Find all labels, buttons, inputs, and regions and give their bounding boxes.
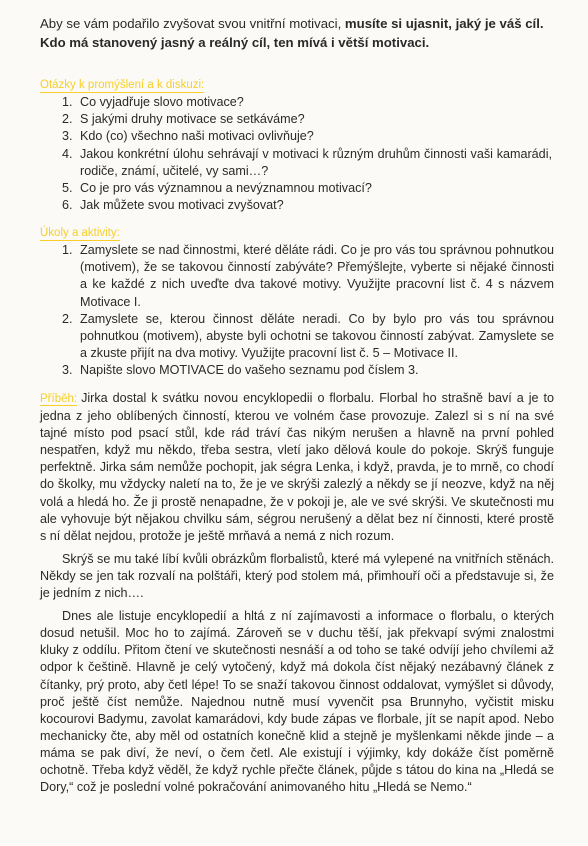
item-number: 3. — [62, 363, 73, 378]
item-number: 4. — [62, 146, 73, 161]
item-number: 3. — [62, 129, 73, 144]
list-item — [62, 242, 554, 311]
tasks-list — [62, 242, 554, 380]
story-paragraph: Dnes ale listuje encyklopedií a hltá z ní zajímavosti a informace o florbalu, o kterých dosud netušil. Moc ho to zajímá. Zároveň se v duchu těší, jak překvapí svými znalostmi kluky z oddílu. Přitom čtení ve skutečnosti nesnáší a od toho se také odvíjí jeho chvílemi až odpor k češtině. Hlavně je celý vytočený, když má dokola číst nějaký nezábavný článek z čítanky, prý proto, aby četl lépe! To se snaží takovou činnost oddalovat, vymýšlet si důvody, proč ještě číst nemůže. Najednou nutně musí vyvenčit psa Brunnyho, vyčistit misku kocourovi Badymu, zavolat kamarádovi, kdy bude zápas ve florbale, jít se napít apod. Nebo mechanicky čte, aby měl od ostatních konečně klid a stejně je myšlenkami někde jinde – a máma se pak diví, že neví, o čem četl. Ale existují i výjimky, kdy dokáže číst poměrně ochotně. Třeba když věděl, že když rychle přečte článek, půjde s tátou do kina na „Hledá se Dory,“ což je poslední volné pokračování animovaného hitu „Hledá se Nemo.“ — [40, 609, 554, 795]
story-paragraph: Skrýš se mu také líbí kvůli obrázkům florbalistů, které má vylepené na vnitřních stěnách. Někdy se jen tak rozvalí na polštáři, který pod stolem má, přimhouří oči a představuje si, že je jedním z nich…. — [40, 551, 554, 601]
item-text: Zamyslete se, kterou činnost děláte neradi. Co by bylo pro vás tou správnou pohnutkou (motivem), abyste byli ochotni se takovou činností zabývat. Zamyslete se a zkuste přijít na dva motivy. Využijte pracovní list č. 5 – Motivace II. — [80, 311, 554, 361]
questions-heading: Otázky k promýšlení a k diskuzi: — [40, 79, 205, 91]
item-number: 6. — [62, 198, 73, 213]
item-number: 2. — [62, 311, 73, 326]
story-section — [40, 390, 554, 796]
intro-bold-goal: musíte si ujasnit, jaký je váš cíl. — [344, 16, 544, 31]
tasks-heading: Úkoly a aktivity: — [40, 227, 120, 239]
item-text: Co vyjadřuje slovo motivace? — [80, 95, 244, 109]
item-number: 5. — [62, 181, 73, 196]
item-text: Jak můžete svou motivaci zvyšovat? — [80, 198, 284, 213]
intro-bold-statement: Kdo má stanovený jasný a reálný cíl, ten mívá i větší motivaci. — [40, 35, 430, 50]
item-text: Napište slovo MOTIVACE do vašeho seznamu pod číslem 3. — [80, 363, 419, 378]
story-label: Příběh: — [40, 393, 78, 405]
item-number: 1. — [62, 95, 73, 109]
list-item — [62, 362, 554, 379]
intro-paragraph — [40, 14, 560, 52]
list-item — [62, 94, 552, 111]
item-number: 2. — [62, 112, 73, 127]
list-item — [62, 146, 552, 180]
item-text: Jakou konkrétní úlohu sehrávají v motivaci k různým druhům činnosti vaši kamarádi, rodiče, známí, učitelé, vy sami…? — [80, 146, 552, 178]
item-text: Kdo (co) všechno naši motivaci ovlivňuje? — [80, 129, 314, 144]
item-text: Zamyslete se nad činnostmi, které děláte rádi. Co je pro vás tou správnou pohnutkou (motivem), že se takovou činností zabýváte? Přemýšlejte, vyberte si nějaké činnosti a ke každé z nich uveďte dva takové motivy. Využijte pracovní list č. 4 s názvem Motivace I. — [80, 243, 554, 309]
intro-normal-text: Aby se vám podařilo zvyšovat svou vnitřní motivaci, — [40, 16, 345, 31]
item-number: 1. — [62, 243, 73, 257]
list-item — [62, 311, 554, 363]
list-item — [62, 180, 552, 197]
questions-list — [62, 94, 552, 214]
list-item — [62, 197, 552, 214]
list-item — [62, 111, 552, 128]
list-item — [62, 128, 552, 145]
story-paragraph-text: Jirka dostal k svátku novou encyklopedii o florbalu. Florbal ho strašně baví a je to jedna z jeho oblíbených činností, kterou ve volném čase provozuje. Zalezl si s ní na své tajné místo pod psací stůl, kde rád tráví čas nikým nerušen a hlavně na první pohled nespatřen, když mu někdo, třeba sestra, vletí jako dělová koule do pokoje. Skrýš funguje perfektně. Jirka sám nemůže pochopit, jak ségra Lenka, i když, pravda, je to mrně, co chodí do školky, mu vždycky naletí na to, že je ve skrýši zalezlý a někdy se jí neozve, když na něj volá a hledá ho. Že ji prostě nenapadne, že v pokoji je, ale ve své skrýši. Ve skutečnosti mu ale vyhovuje být nějakou chvilku sám, ségrou nerušený a dělat bez ní činnosti, které prostě s ní dělat nejdou, protože je ještě mrňavá a nemá z nich rozum. — [40, 391, 554, 543]
item-text: Co je pro vás významnou a nevýznamnou motivací? — [80, 181, 372, 196]
story-paragraph — [40, 390, 554, 545]
item-text: S jakými druhy motivace se setkáváme? — [80, 112, 305, 127]
